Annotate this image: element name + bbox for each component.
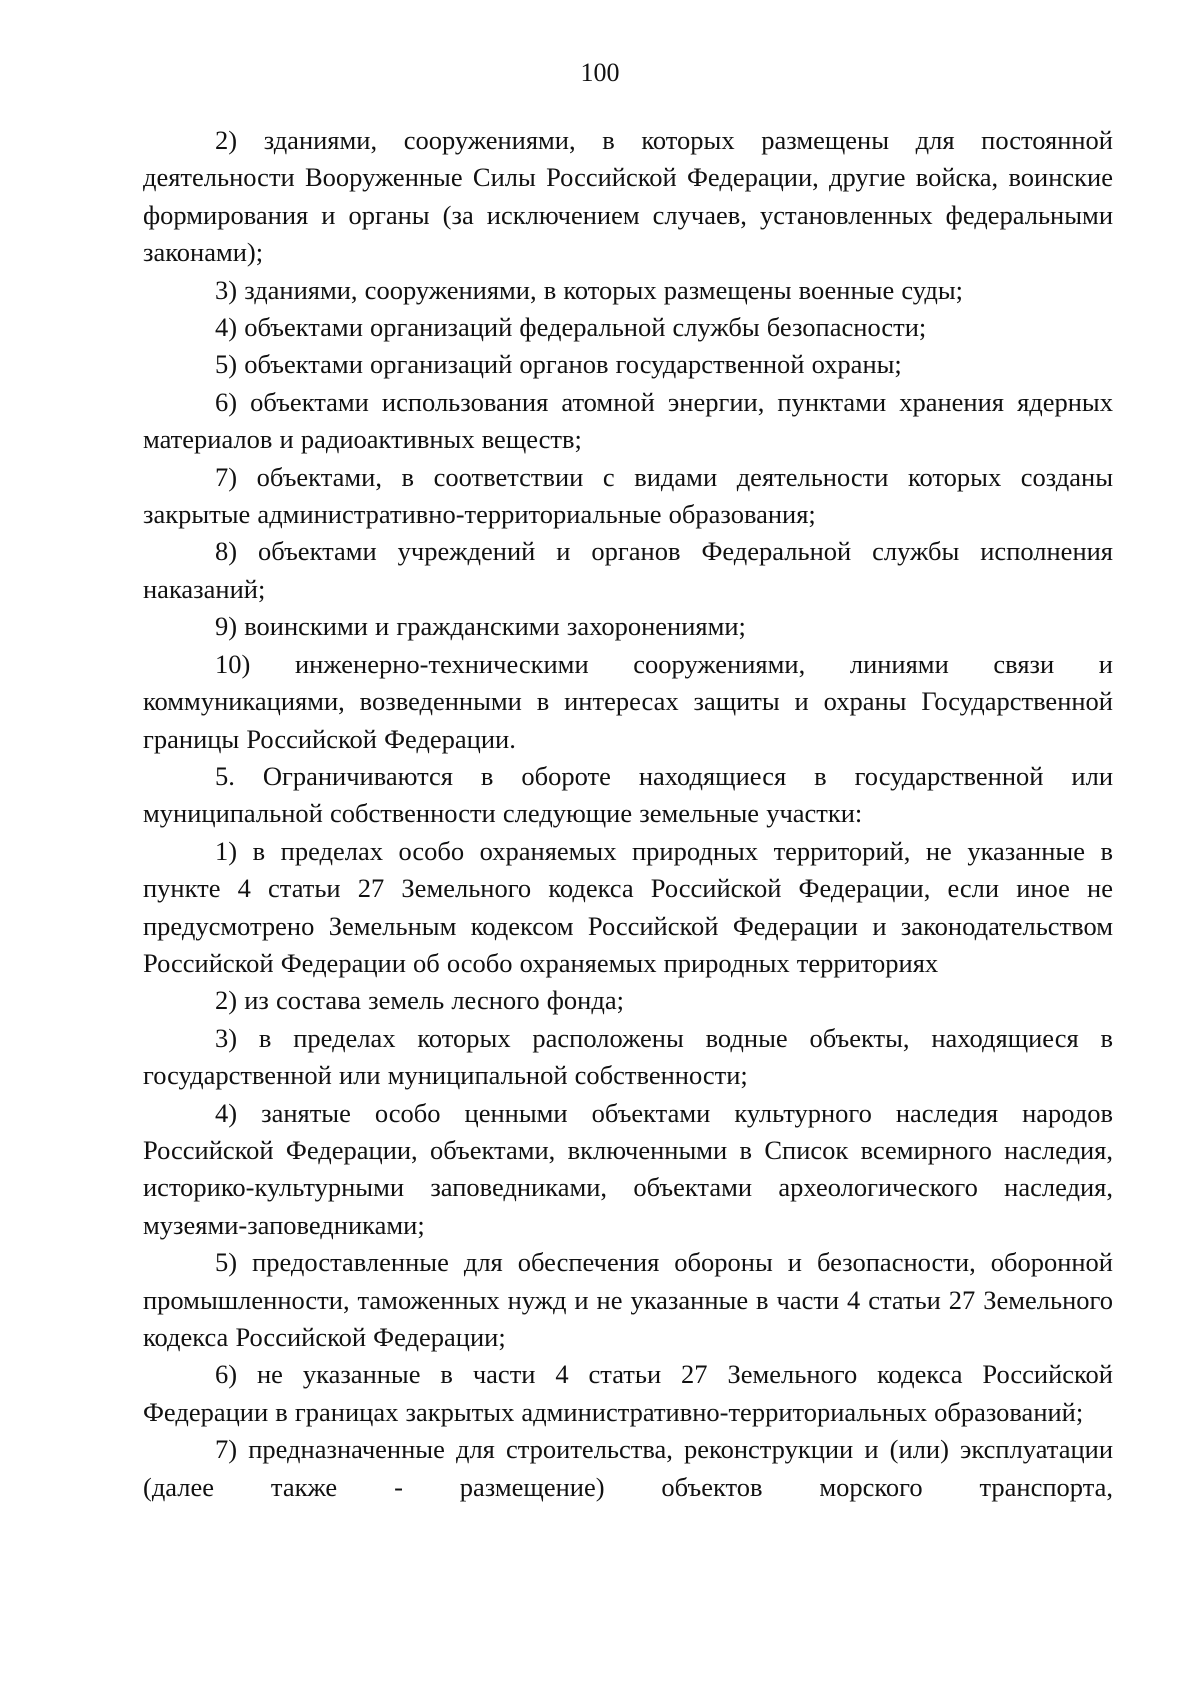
paragraph-item-6-atomic-energy: 6) объектами использования атомной энергии, пунктами хранения ядерных материалов и радиоактивных веществ; [143, 386, 1113, 455]
paragraph-land-item-2-forest-fund: 2) из состава земель лесного фонда; [215, 985, 624, 1016]
paragraph-item-8-penitentiary-service: 8) объектами учреждений и органов Федеральной службы исполнения наказаний; [143, 536, 1113, 604]
paragraph-land-item-5-defense: 5) предоставленные для обеспечения обороны и безопасности, оборонной промышленности, таможенных нужд и не указанные в части 4 статьи 27 Земельного кодекса Российской Федерации; [143, 1247, 1113, 1352]
paragraph-item-10-border-structures: 10) инженерно-техническими сооружениями, линиями связи и коммуникациями, возведенными в интересах защиты и охраны Государственной границы Российской Федерации. [143, 648, 1113, 754]
paragraph-section-5-restricted-land: 5. Ограничиваются в обороте находящиеся в государственной или муниципальной собственности следующие земельные участки: [143, 760, 1113, 829]
paragraph-land-item-7-sea-transport: 7) предназначенные для строительства, реконструкции и (или) эксплуатации (далее также - размещение) объектов морского транспорта, [143, 1434, 1113, 1502]
paragraph-land-item-3-water-objects: 3) в пределах которых расположены водные объекты, находящиеся в государственной или муниципальной собственности; [143, 1022, 1113, 1091]
paragraph-item-4-federal-security-service: 4) объектами организаций федеральной службы безопасности; [215, 312, 927, 343]
paragraph-land-item-4-cultural-heritage: 4) занятые особо ценными объектами культурного наследия народов Российской Федерации, объектами, включенными в Список всемирного наследия, историко-культурными заповедниками, объектами археологического наследия, музеями-заповедниками; [143, 1097, 1113, 1240]
page-number: 100 [580, 58, 620, 87]
paragraph-item-9-burials: 9) воинскими и гражданскими захоронениями; [215, 611, 746, 642]
paragraph-item-7-closed-territories: 7) объектами, в соответствии с видами деятельности которых созданы закрытые административно-территориальные образования; [143, 461, 1113, 530]
paragraph-land-item-6-closed-territories: 6) не указанные в части 4 статьи 27 Земельного кодекса Российской Федерации в границах закрытых административно-территориальных образований; [143, 1359, 1113, 1427]
paragraph-item-5-state-protection: 5) объектами организаций органов государственной охраны; [215, 349, 902, 380]
paragraph-land-item-1-protected-territories: 1) в пределах особо охраняемых природных территорий, не указанные в пункте 4 статьи 27 Земельного кодекса Российской Федерации, если иное не предусмотрено Земельным кодексом Российской Федерации и законодательством Российской Федерации об особо охраняемых природных территориях [143, 835, 1113, 978]
document-body [143, 122, 1113, 1506]
paragraph-item-2-buildings-armed-forces: 2) зданиями, сооружениями, в которых размещены для постоянной деятельности Вооруженные Силы Российской Федерации, другие войска, воинские формирования и органы (за исключением случаев, установленных федеральными законами); [143, 125, 1113, 268]
paragraph-item-3-military-courts: 3) зданиями, сооружениями, в которых размещены военные суды; [215, 274, 963, 305]
